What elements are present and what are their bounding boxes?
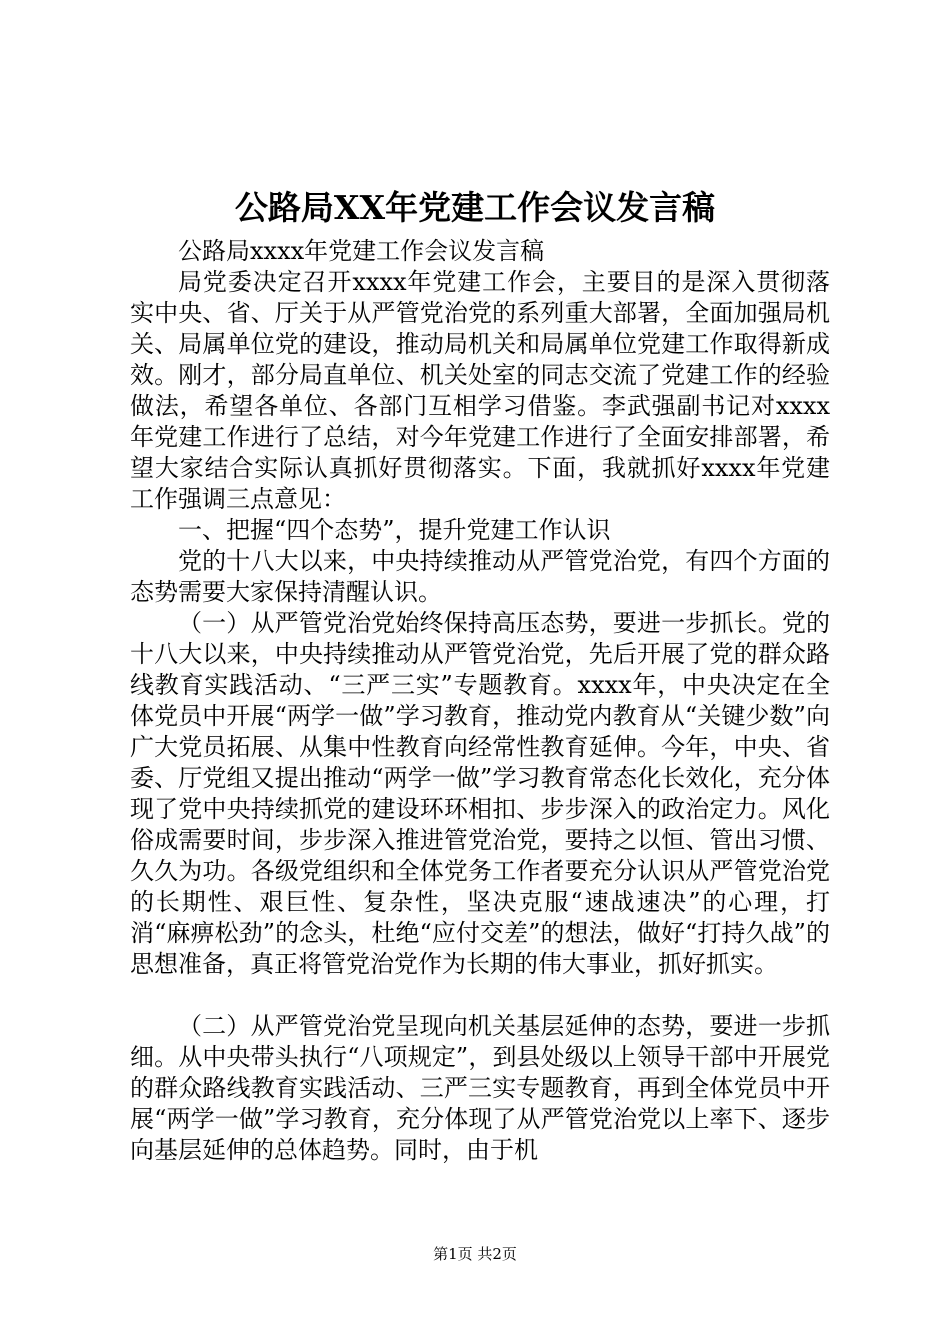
paragraph-intro: 局党委决定召开xxxx年党建工作会，主要目的是深入贯彻落实中央、省、厅关于从严管党治党的系列重大部署，全面加强局机关、局属单位党的建设，推动局机关和局属单位党建工作取得新成效。刚才，部分局直单位、机关处室的同志交流了党建工作的经验做法，希望各单位、各部门互相学习借鉴。李武强副书记对xxxx年党建工作进行了总结，对今年党建工作进行了全面安排部署，希望大家结合实际认真抓好贯彻落实。下面，我就抓好xxxx年党建工作强调三点意见： — [130, 268, 830, 513]
paragraph-point-two: （二）从严管党治党呈现向机关基层延伸的态势，要进一步抓细。从中央带头执行“八项规定”，到县处级以上领导干部中开展党的群众路线教育实践活动、三严三实专题教育，再到全体党员中开展“两学一做”学习教育，充分体现了从严管党治党以上率下、逐步向基层延伸的总体趋势。同时，由于机 — [130, 1012, 830, 1164]
section-heading: 一、把握“四个态势”，提升党建工作认识 — [178, 516, 611, 544]
document-body — [130, 236, 830, 1166]
document-title: 公路局XX年党建工作会议发言稿 — [234, 188, 716, 227]
page-footer: 第1页 共2页 — [433, 1245, 517, 1263]
paragraph-section-intro: 党的十八大以来，中央持续推动从严管党治党，有四个方面的态势需要大家保持清醒认识。 — [130, 547, 830, 606]
paragraph-point-one: （一）从严管党治党始终保持高压态势，要进一步抓长。党的十八大以来，中央持续推动从严管党治党，先后开展了党的群众路线教育实践活动、“三严三实”专题教育。xxxx年，中央决定在全体党员中开展“两学一做”学习教育，推动党内教育从“关键少数”向广大党员拓展、从集中性教育向经常性教育延伸。今年，中央、省委、厅党组又提出推动“两学一做”学习教育常态化长效化，充分体现了党中央持续抓党的建设环环相扣、步步深入的政治定力。风化俗成需要时间，步步深入推进管党治党，要持之以恒、管出习惯、久久为功。各级党组织和全体党务工作者要充分认识从严管党治党的长期性、艰巨性、复杂性，坚决克服“速战速决”的心理，打消“麻痹松劲”的念头，杜绝“应付交差”的想法，做好“打持久战”的思想准备，真正将管党治党作为长期的伟大事业，抓好抓实。 — [130, 609, 830, 978]
paragraph-subtitle: 公路局xxxx年党建工作会议发言稿 — [178, 237, 545, 265]
